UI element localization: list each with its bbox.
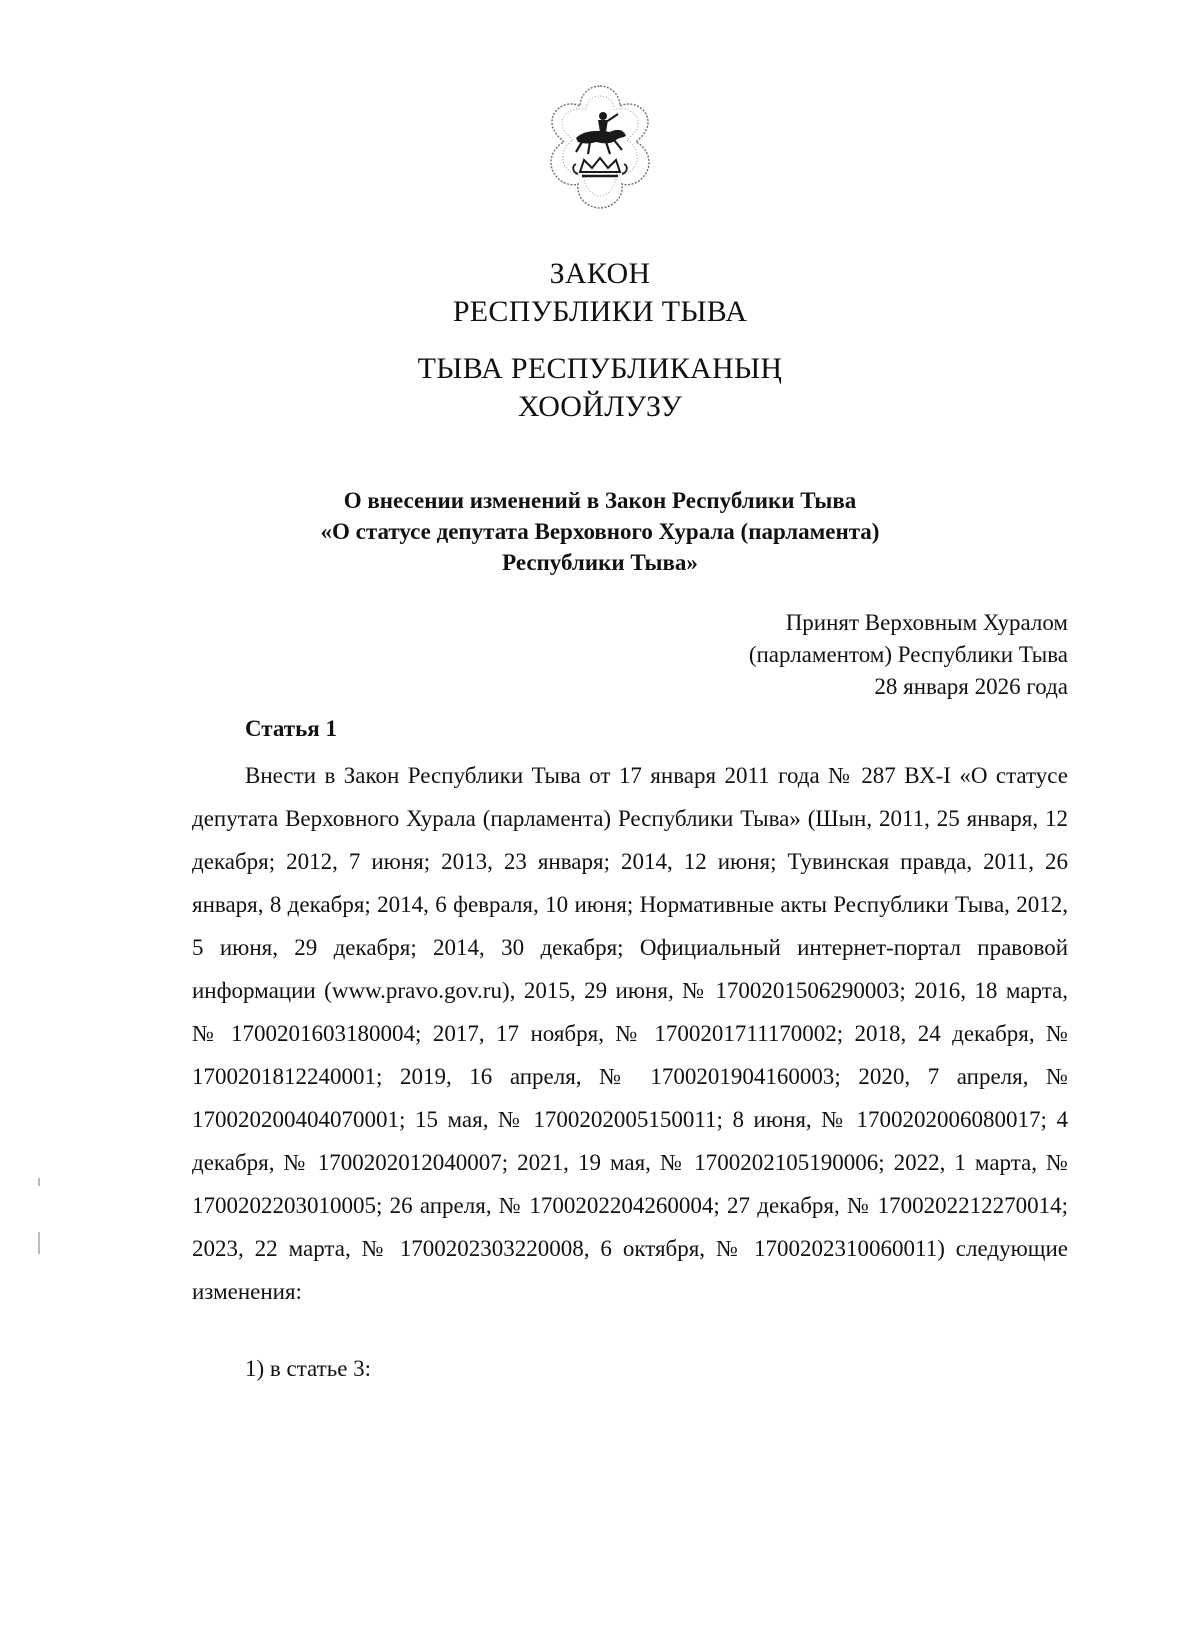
adoption-date: 28 января 2026 года <box>874 674 1068 699</box>
coat-of-arms-emblem <box>540 80 660 215</box>
article-heading: Статья 1 <box>245 716 337 741</box>
title-tyv-line-1: ТЫВА РЕСПУБЛИКАНЫҢ <box>417 352 783 385</box>
adoption-line-1: Принят Верховным Хуралом <box>785 610 1068 635</box>
title-tyv-line-2: ХООЙЛУЗУ <box>517 390 683 423</box>
law-title-tuvan <box>0 350 1200 426</box>
scan-mark <box>38 1178 40 1186</box>
subject-line-2: «О статусе депутата Верховного Хурала (парламента) <box>320 519 880 544</box>
adoption-note <box>749 607 1068 703</box>
law-title-russian <box>0 255 1200 331</box>
law-subject <box>0 485 1200 578</box>
title-ru-line-2: РЕСПУБЛИКИ ТЫВА <box>452 295 748 328</box>
subject-line-1: О внесении изменений в Закон Республики Тыва <box>343 488 857 513</box>
adoption-line-2: (парламентом) Республики Тыва <box>748 642 1068 667</box>
subject-line-3: Республики Тыва» <box>502 550 698 575</box>
list-item: 1) в статье 3: <box>245 1356 372 1381</box>
article-body: Внести в Закон Республики Тыва от 17 января 2011 года № 287 ВХ-I «О статусе депутата Верховного Хурала (парламента) Республики Тыва» (Шын, 2011, 25 января, 12 декабря; 2012, 7 июня; 2013, 23 января; 2014, 12 июня; Тувинская правда, 2011, 26 января, 8 декабря; 2014, 6 февраля, 10 июня; Нормативные акты Республики Тыва, 2012, 5 июня, 29 декабря; 2014, 30 декабря; Официальный интернет-портал правовой информации (www.pravo.gov.ru), 2015, 29 июня, № 1700201506290003; 2016, 18 марта, № 1700201603180004; 2017, 17 ноября, № 1700201711170002; 2018, 24 декабря, № 1700201812240001; 2019, 16 апреля, № 1700201904160003; 2020, 7 апреля, № 170020200404070001; 15 мая, № 1700202005150011; 8 июня, № 1700202006080017; 4 декабря, № 1700202012040007; 2021, 19 мая, № 1700202105190006; 2022, 1 марта, № 1700202203010005; 26 апреля, № 1700202204260004; 27 декабря, № 1700202212270014; 2023, 22 марта, № 1700202303220008, 6 октября, № 1700202310060011) следующие изменения: <box>192 763 1068 1304</box>
scan-mark <box>38 1232 40 1254</box>
title-ru-line-1: ЗАКОН <box>549 257 651 290</box>
